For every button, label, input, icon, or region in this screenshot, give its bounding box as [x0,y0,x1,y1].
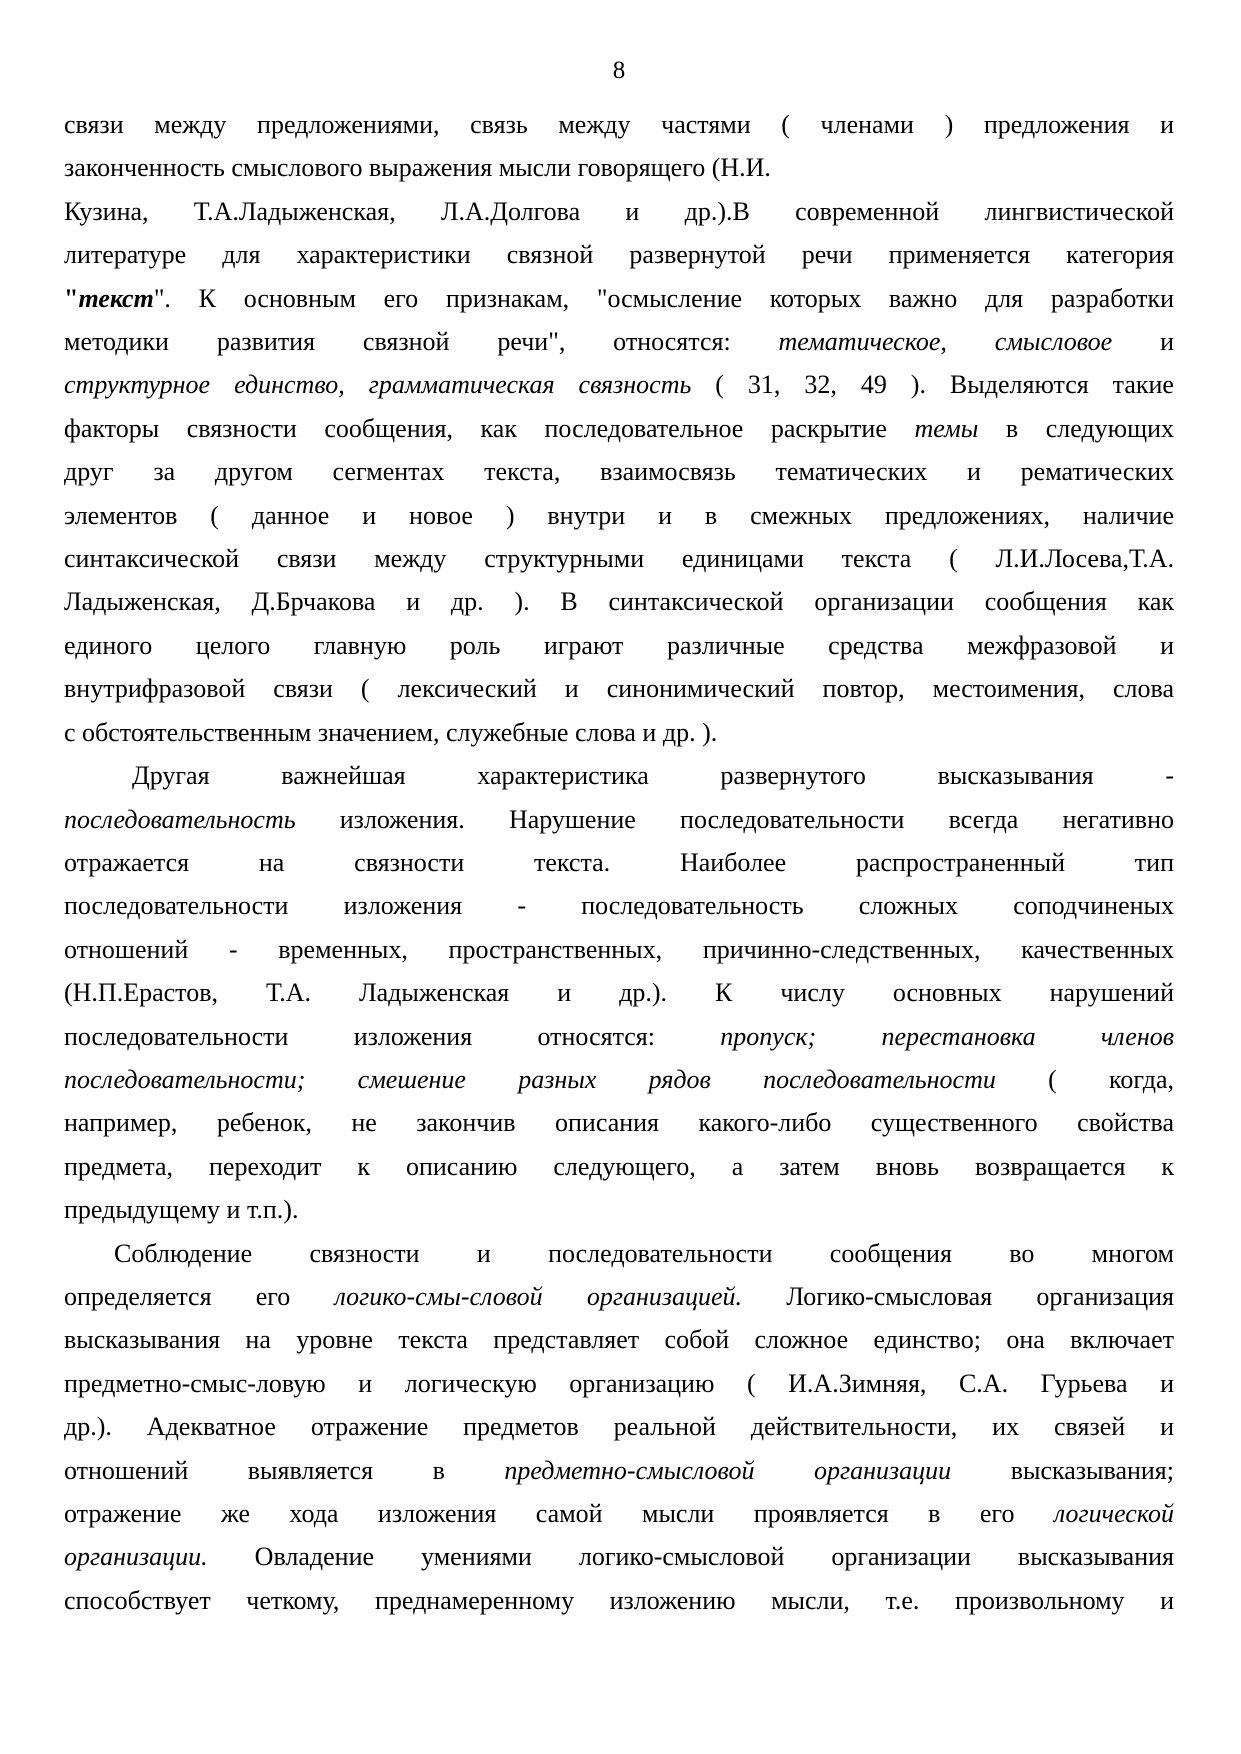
text-run: в следующих [978,413,1175,443]
text-run: факторы связности сообщения, как последовательное раскрытие [64,413,915,443]
text-run: высказывания на уровне текста представляет собой сложное единство; она включает [64,1325,1174,1355]
text-line [64,971,1174,1014]
text-run: последовательности изложения - последовательность сложных соподчиненых [64,891,1174,921]
text-run: др.). Адекватное отражение предметов реальной действительности, их связей и [64,1412,1174,1442]
text-run: друг за другом сегментах текста, взаимосвязь тематических и рематических [64,457,1174,487]
text-run: (Н.П.Ерастов, Т.А. Ладыженская и др.). К числу основных нарушений [64,978,1174,1008]
text-run: элементов ( данное и новое ) внутри и в смежных предложениях, наличие [64,500,1174,530]
text-line [64,667,1174,710]
text-line [64,1101,1174,1144]
text-run: последовательность [64,804,296,834]
text-line [64,363,1174,406]
text-line [64,450,1174,493]
text-run: связи между предложениями, связь между частями ( членами ) предложения и [64,110,1174,139]
text-run: Кузина, Т.А.Ладыженская, Л.А.Долгова и др.).В современной лингвистической [64,196,1174,226]
text-run: синтаксической связи между структурными единицами текста ( Л.И.Лосева,Т.А. [64,544,1174,574]
text-run: последовательности изложения относятся: [64,1021,721,1051]
text-run: предмета, переходит к описанию следующего, а затем вновь возвращается к [64,1151,1174,1181]
text-line [64,1405,1174,1448]
text-run: и [1112,327,1174,357]
text-line [64,1535,1174,1578]
page-number: 8 [612,57,626,84]
text-run: с обстоятельственным значением, служебные слова и др. ). [64,717,718,747]
text-run: отношений выявляется в [64,1455,505,1485]
text-run: определяется его [64,1281,335,1311]
text-line [64,1058,1174,1101]
text-line [64,1015,1174,1058]
text-run: законченность смыслового выражения мысли говорящего (Н.И. [64,153,771,183]
text-body [64,103,1174,1622]
text-run: пропуск; перестановка членов [720,1021,1174,1051]
text-run: предметно-смысловой организации [504,1455,952,1485]
text-run: предыдущему и т.п.). [64,1195,299,1225]
text-run: например, ребенок, не закончив описания какого-либо существенного свойства [64,1108,1174,1138]
text-line [64,233,1174,276]
text-run: последовательности; смешение разных рядов последовательности [64,1064,996,1094]
text-line [64,537,1174,580]
text-run: " [64,283,79,313]
text-run: тематическое, смысловое [778,327,1113,357]
text-run: внутрифразовой связи ( лексический и синонимический повтор, местоимения, слова [64,674,1174,704]
text-line [64,1362,1174,1405]
text-run: предметно-смыс-ловую и логическую организацию ( И.А.Зимняя, С.А. Гурьева и [64,1368,1174,1398]
text-run: ( когда, [995,1064,1174,1094]
text-run: текст [78,283,154,313]
text-line [64,1449,1174,1492]
text-run: Ладыженская, Д.Брчакова и др. ). В синтаксической организации сообщения как [64,587,1174,617]
text-run: темы [914,413,979,443]
text-run: ( 31, 32, 49 ). Выделяются такие [691,370,1174,400]
text-run: литературе для характеристики связной развернутой речи применяется категория [64,240,1174,270]
text-line [64,1188,1174,1231]
text-run: высказывания; [951,1455,1174,1485]
text-line [64,103,1174,146]
text-run: отражение же хода изложения самой мысли проявляется в его [64,1499,1054,1528]
text-run: единого целого главную роль играют различные средства межфразовой и [64,630,1174,660]
text-line [64,1318,1174,1361]
text-line [64,494,1174,537]
text-run: логической [1053,1499,1174,1528]
text-run: Другая важнейшая характеристика развернутого высказывания - [132,761,1174,791]
text-run: методики развития связной речи", относятся: [64,327,779,357]
text-run: отношений - временных, пространственных, причинно-следственных, качественных [64,934,1174,964]
text-line [64,1232,1174,1275]
text-line [64,711,1174,754]
text-line [64,320,1174,363]
text-line [64,1275,1174,1318]
text-line [64,277,1174,320]
text-run: Овладение умениями логико-смысловой организации высказывания [207,1542,1174,1572]
text-run: Соблюдение связности и последовательности сообщения во многом [114,1238,1174,1268]
text-run: способствует четкому, преднамеренному изложению мысли, т.е. произвольному и [64,1585,1174,1615]
text-run: структурное единство, грамматическая связность [64,370,692,400]
text-run: логико-смы-словой организацией. [334,1281,743,1311]
text-line [64,928,1174,971]
text-run: организации. [64,1542,208,1572]
text-line [64,624,1174,667]
text-line [64,1579,1174,1622]
text-line [64,190,1174,233]
text-run: Логико-смысловая организация [742,1281,1174,1311]
text-line [64,580,1174,623]
text-run: ". К основным его признакам, "осмысление которых важно для разработки [153,283,1174,313]
text-line [64,407,1174,450]
text-line [64,754,1174,797]
text-line [64,146,1174,189]
text-line [64,884,1174,927]
text-line [64,841,1174,884]
text-line [64,798,1174,841]
text-line [64,1492,1174,1535]
text-run: изложения. Нарушение последовательности всегда негативно [295,804,1174,834]
text-line [64,1145,1174,1188]
text-run: отражается на связности текста. Наиболее распространенный тип [64,847,1174,877]
